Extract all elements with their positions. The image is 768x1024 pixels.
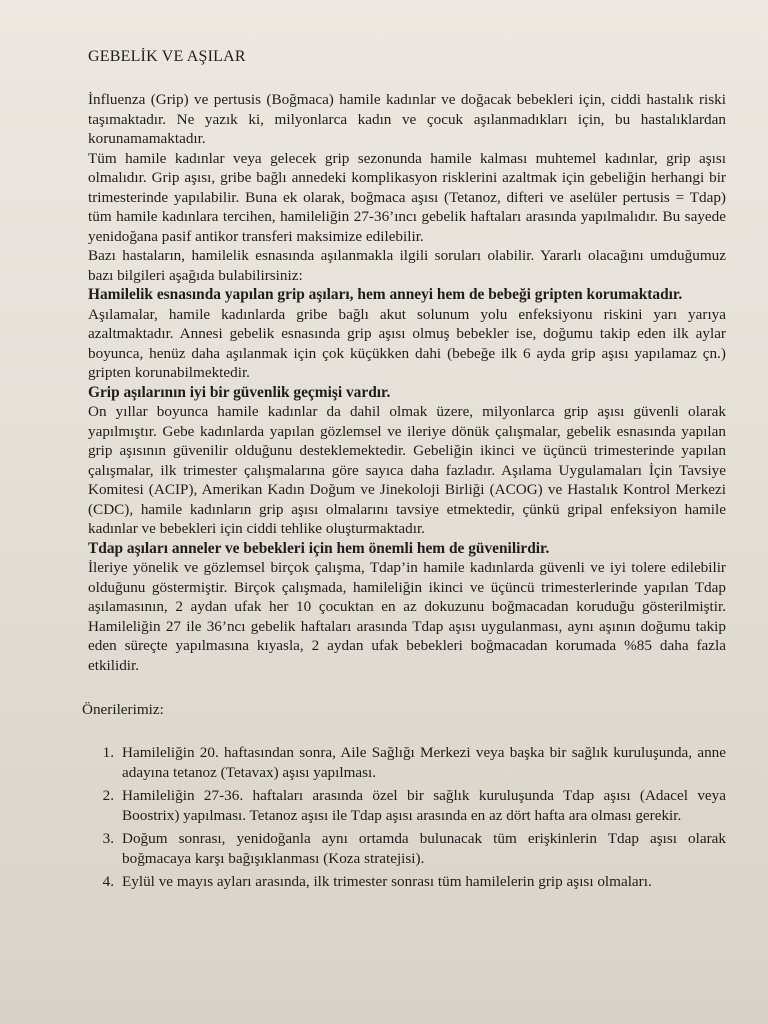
list-item-text: Hamileliğin 20. haftasından sonra, Aile Sağlığı Merkezi veya başka bir sağlık kuruluşunda, anne adayına tetanoz (Tetavax) aşısı yapılması. <box>122 744 726 781</box>
list-item-number: 4. <box>102 873 114 890</box>
paragraph-flu-protection: Aşılamalar, hamile kadınlarda gribe bağlı akut solunum yolu enfeksiyonu riskini yarı yarıya azaltmaktadır. Annesi gebelik esnasında grip aşısı olmuş bebekler ise, doğumu takip eden ilk aylar boyunca, henüz daha aşılanmak için çok küçükken dahi (bebeğe ilk 6 ayda grip aşısı yapılamaz çn.) gripten korunabilmektedir. <box>88 305 726 381</box>
heading-flu-safety: Grip aşılarının iyi bir güvenlik geçmişi vardır. <box>88 383 391 401</box>
document-title: GEBELİK VE AŞILAR <box>88 48 246 65</box>
list-item-number: 1. <box>102 744 114 761</box>
paragraph-recommendation: Tüm hamile kadınlar veya gelecek grip sezonunda hamile kalması muhtemel kadınlar, grip aşısı olmalıdır. Grip aşısı, gribe bağlı annedeki komplikasyon risklerini azaltmak için gebeliğin herhangi bir trimesterinde yapılabilir. Buna ek olarak, boğmaca aşısı (Tetanoz, difteri ve aselüler pertusis = Tdap) tüm hamile kadınlara tercihen, hamileliğin 27-36’ıncı gebelik haftaları arasında yapılmalıdır. Bu sayede yenidoğana pasif antikor transferi maksimize edilebilir. <box>88 149 726 245</box>
list-item <box>88 872 726 892</box>
paragraph-flu-safety: On yıllar boyunca hamile kadınlar da dahil olmak üzere, milyonlarca grip aşısı güvenli olarak yapılmıştır. Gebe kadınlarda yapılan gözlemsel ve ileriye dönük çalışmalar, gebelik esnasında yapılan grip aşısının güvenilir olduğunu desteklemektedir. Gebeliğin ikinci ve üçüncü trimesterinde yapılan çalışmalar, ilk trimester çalışmalarına göre sayıca daha fazladır. Aşılama Uygulamaları İçin Tavsiye Komitesi (ACIP), Amerikan Kadın Doğum ve Jinekoloji Birliği (ACOG) ve Hastalık Kontrol Merkezi (CDC), hamile kadınların grip aşısı olmalarını tavsiye etmektedir, çünkü gripal enfeksiyon hamile kadınlar ve bebekleri için ciddi tehlike oluşturmaktadır. <box>88 403 726 537</box>
heading-tdap: Tdap aşıları anneler ve bebekleri için hem önemli hem de güvenilirdir. <box>88 539 550 557</box>
list-item-text: Hamileliğin 27-36. haftaları arasında özel bir sağlık kuruluşunda Tdap aşısı (Adacel veya Boostrix) yapılması. Tetanoz aşısı ile Tdap aşısı arasında en az dört hafta ara olması gerekir. <box>122 787 726 824</box>
paragraph-questions: Bazı hastaların, hamilelik esnasında aşılanmakla ilgili soruları olabilir. Yararlı olacağını umduğumuz bazı bilgileri aşağıda bulabilirsiniz: <box>88 247 726 284</box>
list-item <box>88 829 726 868</box>
paragraph-tdap: İleriye yönelik ve gözlemsel birçok çalışma, Tdap’in hamile kadınlarda güvenli ve iyi tolere edilebilir olduğunu göstermiştir. Birçok çalışmada, hamileliğin ikinci ve üçüncü trimesterlerinde yapılan Tdap aşılamasının, 2 aydan ufak her 10 çocuktan en az dokuzunu boğmacadan koruduğu gösterilmiştir. Hamileliğin 27 ile 36’ncı gebelik haftaları arasında Tdap aşısı uygulanması, aynı aşının doğumu takip eden süreçte yapılmasına kıyasla, 2 aydan ufak bebekleri boğmacadan korumada %85 daha fazla etkilidir. <box>88 559 726 674</box>
heading-flu-protection: Hamilelik esnasında yapılan grip aşıları, hem anneyi hem de bebeği gripten korumaktadır. <box>88 286 683 303</box>
list-item <box>88 743 726 782</box>
list-item-text: Eylül ve mayıs ayları arasında, ilk trimester sonrası tüm hamilelerin grip aşısı olmaları. <box>122 873 652 890</box>
list-item-text: Doğum sonrası, yenidoğanla aynı ortamda bulunacak tüm erişkinlerin Tdap aşısı olarak boğmacaya karşı bağışıklanması (Koza stratejisi). <box>122 830 726 867</box>
recommendations-title: Önerilerimiz: <box>82 701 164 718</box>
list-item <box>88 786 726 825</box>
list-item-number: 2. <box>102 787 114 804</box>
paragraph-intro: İnfluenza (Grip) ve pertusis (Boğmaca) hamile kadınlar ve doğacak bebekleri için, ciddi hastalık riski taşımaktadır. Ne yazık ki, milyonlarca kadın ve çocuk aşılanmadıkları için, bu hastalıklardan korunamamaktadır. <box>88 91 726 147</box>
recommendations-list <box>88 743 726 892</box>
document-body <box>88 90 726 675</box>
list-item-number: 3. <box>102 830 114 847</box>
